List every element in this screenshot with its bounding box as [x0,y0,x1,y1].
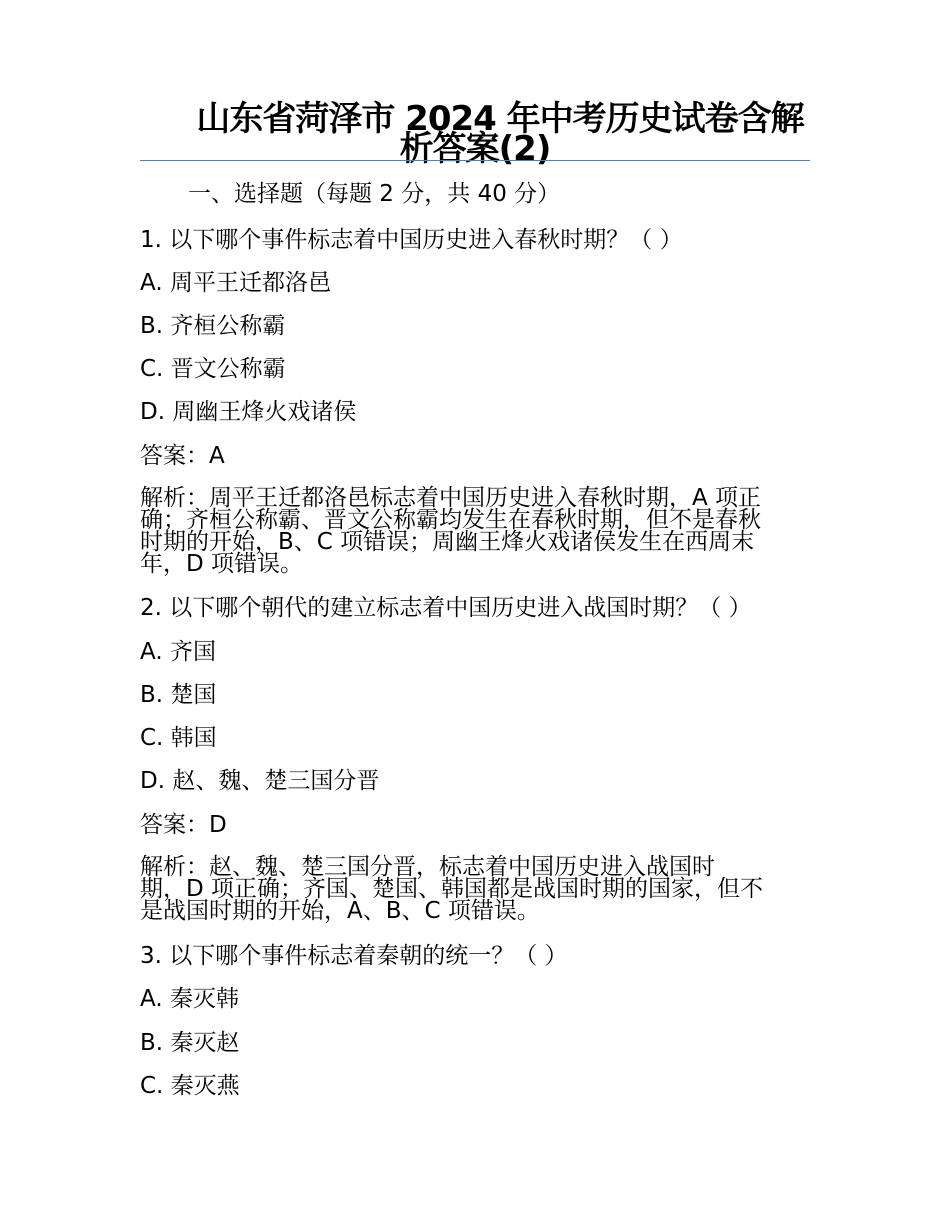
q1-option-c: C. 晋文公称霸 [140,356,286,382]
q1-analysis [140,487,812,575]
q2-analysis-line-2: 期，D 项正确；齐国、楚国、韩国都是战国时期的国家，但不 [140,876,764,902]
q2-option-c: C. 韩国 [140,725,217,751]
q2-analysis-line-1: 解析：赵、魏、楚三国分晋，标志着中国历史进入战国时 [140,854,715,880]
section-heading: 一、选择题（每题 2 分，共 40 分） [188,181,561,207]
question-2: 2. 以下哪个朝代的建立标志着中国历史进入战国时期？（ ） [140,595,752,621]
q1-option-d: D. 周幽王烽火戏诸侯 [140,399,357,425]
question-1: 1. 以下哪个事件标志着中国历史进入春秋时期？（ ） [140,227,683,253]
q1-analysis-line-1: 解析：周平王迁都洛邑标志着中国历史进入春秋时期，A 项正 [140,485,762,511]
q2-answer: 答案：D [140,812,227,838]
q2-option-a: A. 齐国 [140,639,216,665]
q1-option-b: B. 齐桓公称霸 [140,313,286,339]
title-line-1: 山东省菏泽市 2024 年中考历史试卷含解 [196,99,804,139]
q1-option-a: A. 周平王迁都洛邑 [140,270,331,296]
q2-analysis-line-3: 是战国时期的开始，A、B、C 项错误。 [140,898,540,924]
q2-option-d: D. 赵、魏、楚三国分晋 [140,768,380,794]
q3-option-c: C. 秦灭燕 [140,1073,240,1099]
q3-option-b: B. 秦灭赵 [140,1030,240,1056]
title-line-2: 析答案(2) [399,129,551,169]
question-3: 3. 以下哪个事件标志着秦朝的统一？（ ） [140,943,568,969]
q1-analysis-line-3: 时期的开始，B、C 项错误；周幽王烽火戏诸侯发生在西周末 [140,529,755,555]
q3-option-a: A. 秦灭韩 [140,986,239,1012]
q2-option-b: B. 楚国 [140,682,217,708]
q1-analysis-line-4: 年，D 项错误。 [140,551,304,577]
document-title [140,99,810,169]
q1-analysis-line-2: 确；齐桓公称霸、晋文公称霸均发生在春秋时期，但不是春秋 [140,507,761,533]
q2-analysis [140,856,812,922]
q1-answer: 答案：A [140,443,225,469]
title-underline [140,160,810,161]
